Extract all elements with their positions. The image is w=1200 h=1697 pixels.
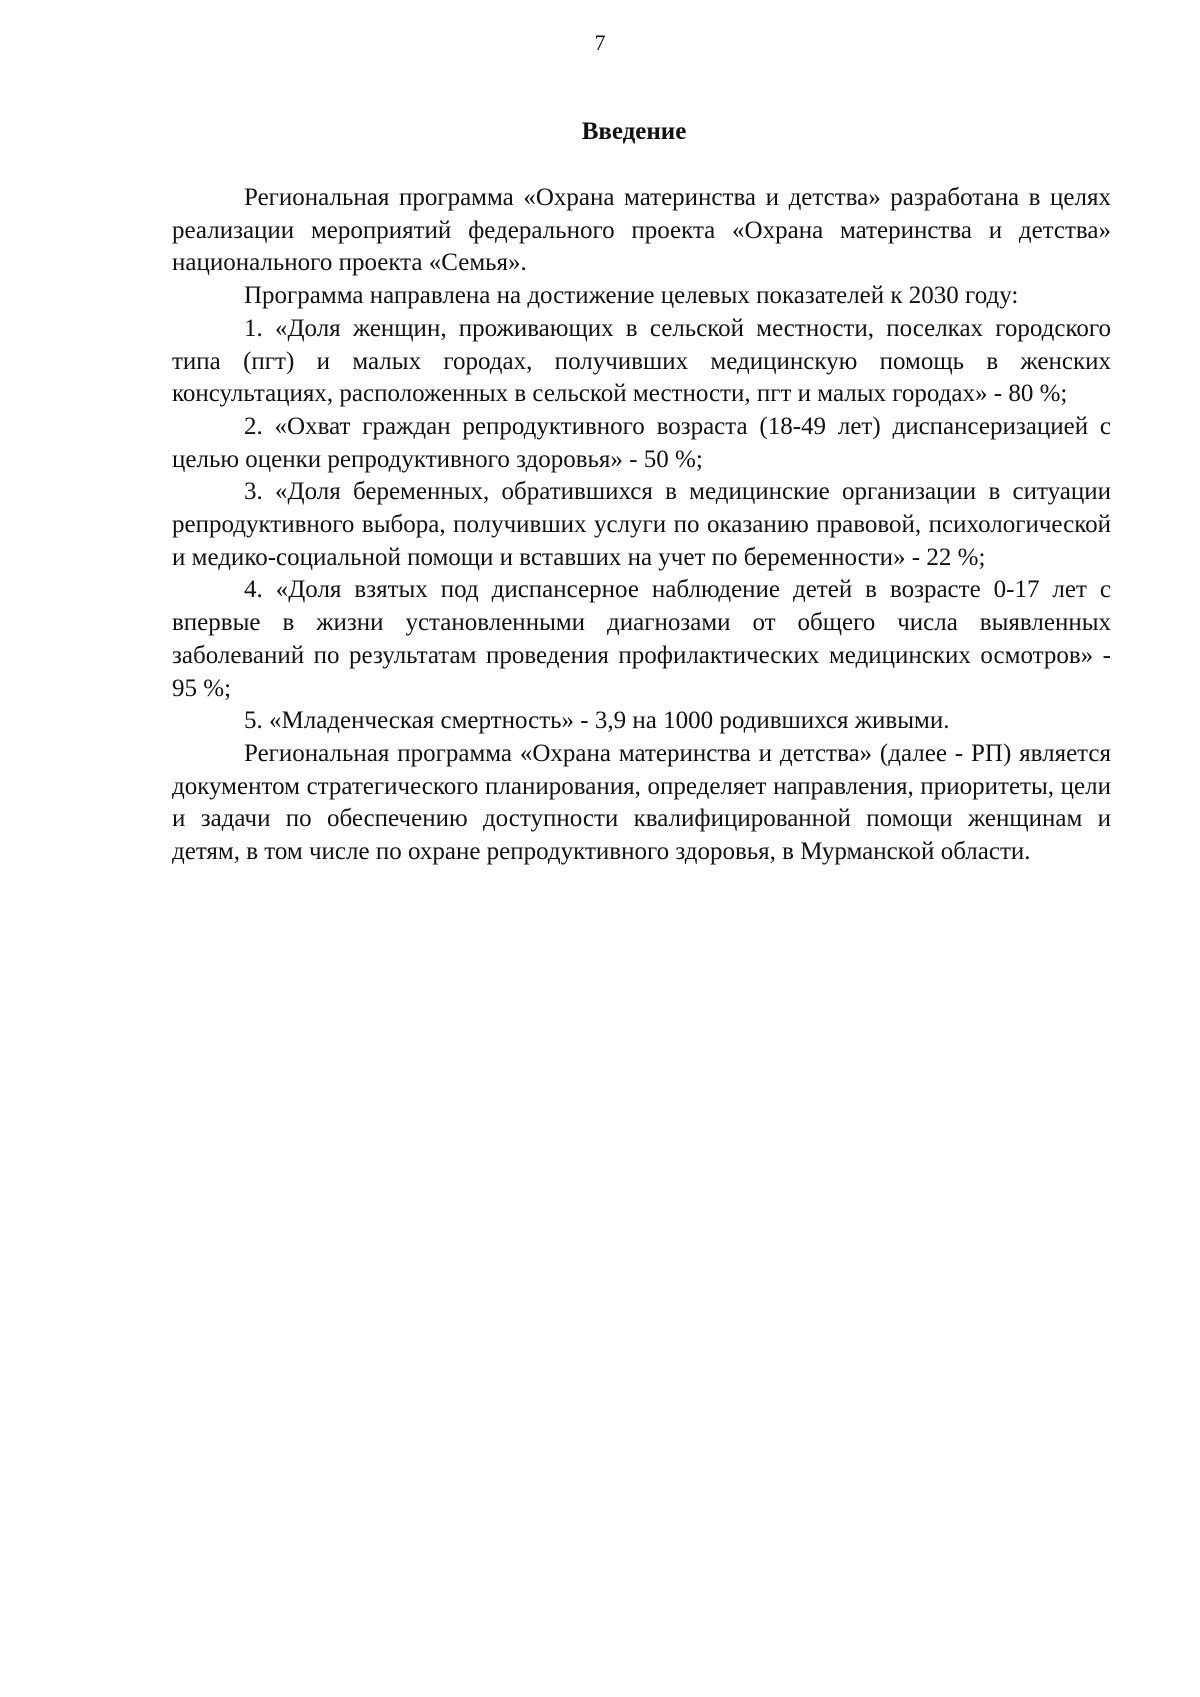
body-text <box>172 182 1111 869</box>
page-title: Введение <box>581 118 687 145</box>
paragraph-intro: Региональная программа «Охрана материнства и детства» разработана в целях реализации мероприятий федерального проекта «Охрана материнства и детства» национального проекта «Семья». <box>172 184 1111 277</box>
page-number: 7 <box>594 30 606 55</box>
paragraph-program-definition: Региональная программа «Охрана материнства и детства» (далее - РП) является документом стратегического планирования, определяет направления, приоритеты, цели и задачи по обеспечению доступности квалифицированной помощи женщинам и детям, в том числе по охране репродуктивного здоровья, в Мурманской области. <box>172 739 1111 866</box>
list-item-target-2: 2. «Охват граждан репродуктивного возраста (18-49 лет) диспансеризацией с целью оценки репродуктивного здоровья» - 50 %; <box>172 412 1111 473</box>
list-item-target-5: 5. «Младенческая смертность» - 3,9 на 1000 родившихся живыми. <box>244 707 950 735</box>
list-item-target-3: 3. «Доля беременных, обратившихся в медицинские организации в ситуации репродуктивного выбора, получивших услуги по оказанию правовой, психологической и медико-социальной помощи и вставших на учет по беременности» - 22 %; <box>172 478 1111 571</box>
paragraph-targets-lead: Программа направлена на достижение целевых показателей к 2030 году: <box>244 282 1019 310</box>
list-item-target-4: 4. «Доля взятых под диспансерное наблюдение детей в возрасте 0-17 лет с впервые в жизни установленными диагнозами от общего числа выявленных заболеваний по результатам проведения профилактических медицинских осмотров» - 95 %; <box>172 576 1111 702</box>
list-item-target-1: 1. «Доля женщин, проживающих в сельской местности, поселках городского типа (пгт) и малых городах, получивших медицинскую помощь в женских консультациях, расположенных в сельской местности, пгт и малых городах» - 80 %; <box>172 314 1111 408</box>
